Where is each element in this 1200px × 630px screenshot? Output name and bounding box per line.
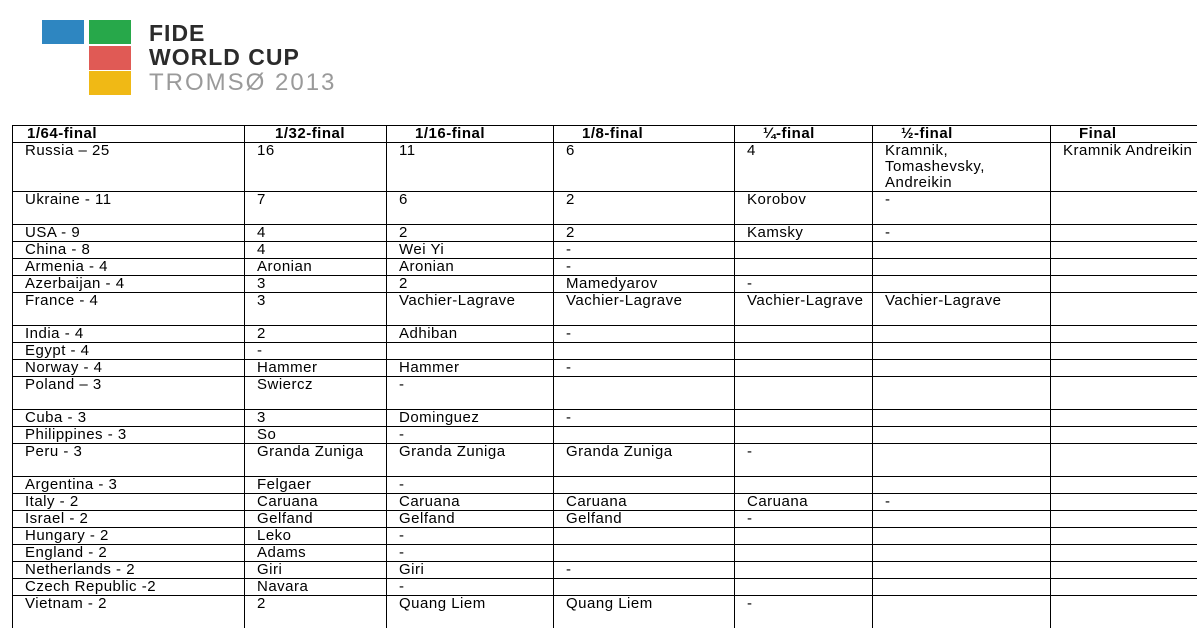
table-row [13, 293, 1198, 326]
table-cell: Philippines - 3 [13, 427, 245, 444]
table-cell: Vachier-Lagrave [554, 293, 735, 326]
table-cell: Giri [387, 562, 554, 579]
table-cell [1051, 511, 1198, 528]
table-cell [873, 259, 1051, 276]
table-cell: Quang Liem [387, 596, 554, 629]
table-cell: Caruana [735, 494, 873, 511]
table-body [13, 143, 1198, 629]
table-cell [735, 326, 873, 343]
table-cell [1051, 545, 1198, 562]
table-cell: - [873, 192, 1051, 225]
table-cell: - [387, 545, 554, 562]
logo-square-green [89, 20, 131, 44]
table-cell: Israel - 2 [13, 511, 245, 528]
table-row [13, 276, 1198, 293]
column-header: 1/32-final [245, 126, 387, 143]
table-cell: - [554, 360, 735, 377]
table-cell: 4 [245, 242, 387, 259]
table-cell: India - 4 [13, 326, 245, 343]
table-cell: - [387, 477, 554, 494]
table-cell [1051, 377, 1198, 410]
table-cell: Italy - 2 [13, 494, 245, 511]
table-cell: Caruana [245, 494, 387, 511]
table-row [13, 596, 1198, 629]
table-row [13, 427, 1198, 444]
table-cell [1051, 276, 1198, 293]
table-cell: Poland – 3 [13, 377, 245, 410]
table-cell [735, 343, 873, 360]
table-cell [735, 259, 873, 276]
table-cell: - [554, 259, 735, 276]
table-row [13, 444, 1198, 477]
table-cell [735, 528, 873, 545]
table-cell [873, 477, 1051, 494]
table-row [13, 326, 1198, 343]
table-cell [873, 596, 1051, 629]
table-row [13, 259, 1198, 276]
table-cell [1051, 444, 1198, 477]
table-row [13, 343, 1198, 360]
table-header-row [13, 126, 1198, 143]
table-cell: - [873, 225, 1051, 242]
table-cell [554, 377, 735, 410]
table-cell [1051, 477, 1198, 494]
table-cell [1051, 562, 1198, 579]
table-cell: Kramnik, Tomashevsky, Andreikin [873, 143, 1051, 192]
table-cell: Dominguez [387, 410, 554, 427]
table-cell: Adhiban [387, 326, 554, 343]
table-row [13, 410, 1198, 427]
table-cell: Russia – 25 [13, 143, 245, 192]
table-cell [735, 477, 873, 494]
table-row [13, 192, 1198, 225]
table-row [13, 528, 1198, 545]
table-cell [554, 528, 735, 545]
table-cell [873, 326, 1051, 343]
table-cell: - [873, 494, 1051, 511]
column-header: ½-final [873, 126, 1051, 143]
table-cell [735, 377, 873, 410]
table-cell [1051, 360, 1198, 377]
table-cell: - [735, 276, 873, 293]
table-cell [873, 562, 1051, 579]
table-cell: Felgaer [245, 477, 387, 494]
table-cell: Gelfand [245, 511, 387, 528]
table-cell [554, 427, 735, 444]
table-cell: Caruana [387, 494, 554, 511]
table-row [13, 143, 1198, 192]
column-header: 1/64-final [13, 126, 245, 143]
table-cell: 2 [245, 326, 387, 343]
table-cell [873, 276, 1051, 293]
table-cell: 2 [554, 225, 735, 242]
table-cell: Vachier-Lagrave [735, 293, 873, 326]
table-cell: China - 8 [13, 242, 245, 259]
table-cell: 16 [245, 143, 387, 192]
table-cell: 2 [554, 192, 735, 225]
table-cell: England - 2 [13, 545, 245, 562]
table-cell [873, 545, 1051, 562]
results-table [12, 125, 1197, 628]
table-cell: - [735, 596, 873, 629]
table-cell [1051, 225, 1198, 242]
table-cell: Argentina - 3 [13, 477, 245, 494]
table-cell [387, 343, 554, 360]
table-cell [554, 579, 735, 596]
table-row [13, 511, 1198, 528]
table-cell: 4 [735, 143, 873, 192]
column-header: ¼-final [735, 126, 873, 143]
table-cell: 2 [387, 276, 554, 293]
column-header: 1/8-final [554, 126, 735, 143]
table-cell: So [245, 427, 387, 444]
table-cell [735, 410, 873, 427]
table-cell: Hungary - 2 [13, 528, 245, 545]
logo-square-blue [42, 20, 84, 44]
table-cell [1051, 242, 1198, 259]
table-cell: Netherlands - 2 [13, 562, 245, 579]
logo-square-red [89, 46, 131, 70]
table-cell [1051, 410, 1198, 427]
table-cell: Czech Republic -2 [13, 579, 245, 596]
table-cell [1051, 528, 1198, 545]
table-cell [1051, 293, 1198, 326]
table-cell: - [735, 444, 873, 477]
table-cell: 3 [245, 410, 387, 427]
table-cell: Navara [245, 579, 387, 596]
table-cell: Gelfand [554, 511, 735, 528]
table-cell: - [735, 511, 873, 528]
table-row [13, 562, 1198, 579]
table-cell: 11 [387, 143, 554, 192]
table-cell: Granda Zuniga [387, 444, 554, 477]
table-cell [735, 360, 873, 377]
table-cell: Korobov [735, 192, 873, 225]
fide-world-cup-logo [41, 19, 441, 99]
table-cell: - [387, 377, 554, 410]
table-cell: Egypt - 4 [13, 343, 245, 360]
column-header: 1/16-final [387, 126, 554, 143]
table-cell: Leko [245, 528, 387, 545]
results-table-container [12, 125, 1197, 628]
table-cell: Giri [245, 562, 387, 579]
table-cell: Hammer [245, 360, 387, 377]
table-cell [735, 242, 873, 259]
table-cell [554, 545, 735, 562]
table-cell [873, 444, 1051, 477]
table-cell: Peru - 3 [13, 444, 245, 477]
logo-text-world-cup: WORLD CUP [149, 44, 300, 70]
table-cell [873, 360, 1051, 377]
table-cell: Quang Liem [554, 596, 735, 629]
table-row [13, 242, 1198, 259]
table-row [13, 545, 1198, 562]
table-row [13, 494, 1198, 511]
table-cell: 2 [245, 596, 387, 629]
table-cell [735, 579, 873, 596]
table-row [13, 377, 1198, 410]
table-cell: - [387, 579, 554, 596]
table-row [13, 225, 1198, 242]
table-cell: - [554, 410, 735, 427]
table-cell: 4 [245, 225, 387, 242]
table-cell: Cuba - 3 [13, 410, 245, 427]
table-cell: Granda Zuniga [245, 444, 387, 477]
table-cell: Norway - 4 [13, 360, 245, 377]
table-row [13, 477, 1198, 494]
table-cell [735, 545, 873, 562]
table-cell: Kamsky [735, 225, 873, 242]
table-cell [1051, 427, 1198, 444]
logo-square-yellow [89, 71, 131, 95]
table-cell [873, 528, 1051, 545]
table-cell [1051, 259, 1198, 276]
table-cell: Armenia - 4 [13, 259, 245, 276]
table-cell [1051, 343, 1198, 360]
table-cell [1051, 326, 1198, 343]
table-cell: 2 [387, 225, 554, 242]
table-cell [873, 343, 1051, 360]
table-cell: Caruana [554, 494, 735, 511]
table-cell [1051, 192, 1198, 225]
table-cell: Granda Zuniga [554, 444, 735, 477]
table-cell [873, 579, 1051, 596]
logo-text-tromso-2013: TROMSØ 2013 [149, 69, 337, 96]
table-row [13, 360, 1198, 377]
table-cell [873, 377, 1051, 410]
table-cell: - [554, 562, 735, 579]
table-cell [1051, 596, 1198, 629]
table-cell: - [554, 326, 735, 343]
table-cell [873, 511, 1051, 528]
table-cell: Hammer [387, 360, 554, 377]
table-cell [1051, 494, 1198, 511]
table-cell [873, 427, 1051, 444]
table-cell: Azerbaijan - 4 [13, 276, 245, 293]
table-cell [735, 562, 873, 579]
table-cell: 3 [245, 276, 387, 293]
table-cell: Vietnam - 2 [13, 596, 245, 629]
logo-text-fide: FIDE [149, 20, 206, 46]
table-cell [735, 427, 873, 444]
table-cell: Wei Yi [387, 242, 554, 259]
table-cell [1051, 579, 1198, 596]
table-cell: - [245, 343, 387, 360]
table-cell: France - 4 [13, 293, 245, 326]
table-cell: Aronian [245, 259, 387, 276]
table-cell: Ukraine - 11 [13, 192, 245, 225]
table-cell: Gelfand [387, 511, 554, 528]
table-cell: Mamedyarov [554, 276, 735, 293]
table-cell: - [387, 528, 554, 545]
table-cell: 6 [554, 143, 735, 192]
table-cell: Swiercz [245, 377, 387, 410]
table-row [13, 579, 1198, 596]
table-cell [554, 477, 735, 494]
table-cell: 3 [245, 293, 387, 326]
column-header: Final [1051, 126, 1198, 143]
table-cell: - [554, 242, 735, 259]
table-cell: 6 [387, 192, 554, 225]
table-cell [873, 242, 1051, 259]
table-cell: Aronian [387, 259, 554, 276]
table-cell: Vachier-Lagrave [873, 293, 1051, 326]
table-cell: 7 [245, 192, 387, 225]
table-cell: Kramnik Andreikin [1051, 143, 1198, 192]
table-cell [873, 410, 1051, 427]
table-cell [554, 343, 735, 360]
table-cell: Vachier-Lagrave [387, 293, 554, 326]
table-cell: Adams [245, 545, 387, 562]
table-cell: USA - 9 [13, 225, 245, 242]
table-cell: - [387, 427, 554, 444]
